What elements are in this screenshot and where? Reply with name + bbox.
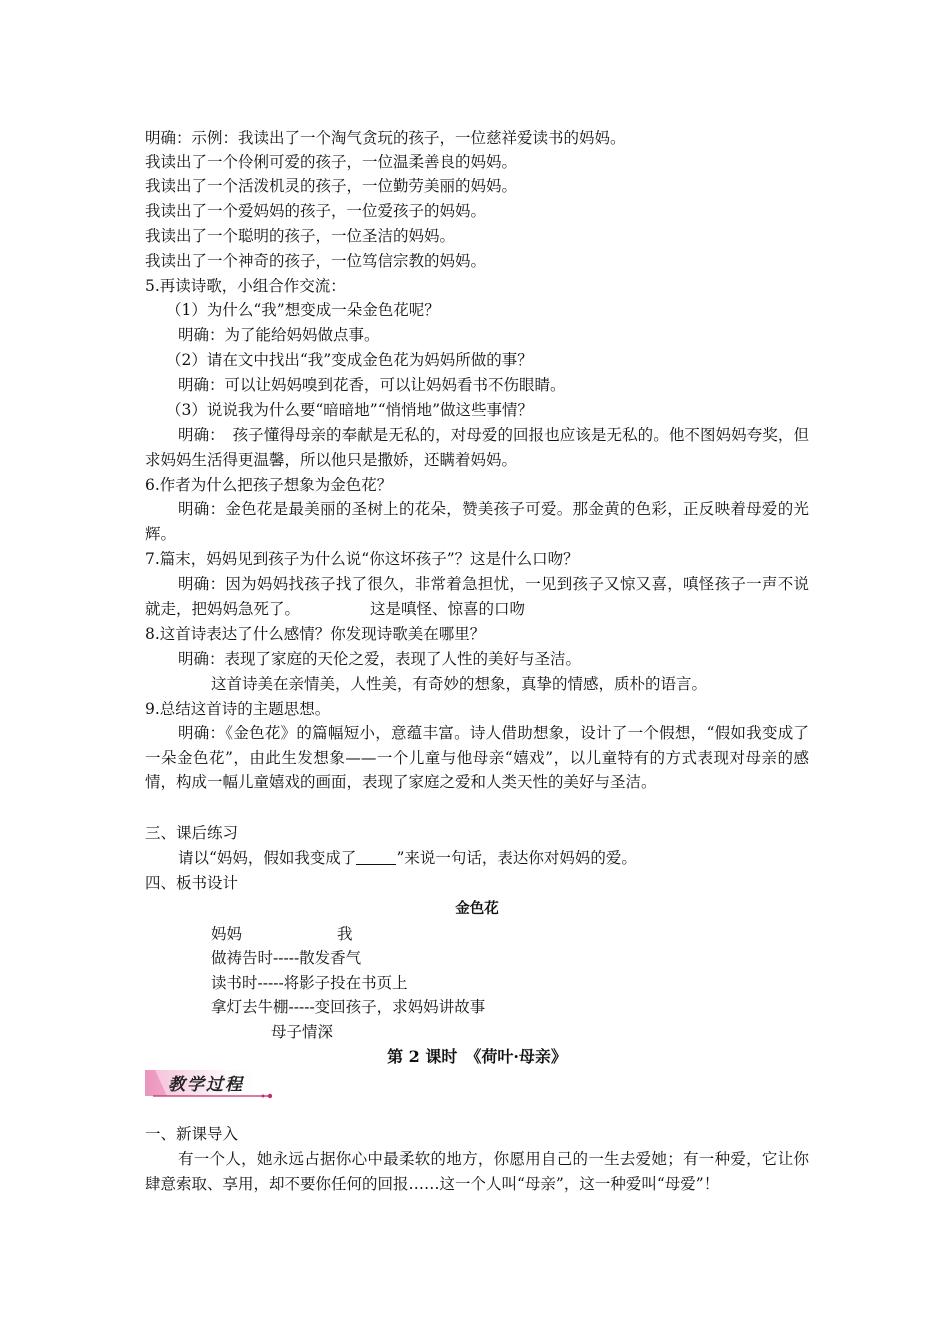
- lesson-2-title: 第 2 课时 《荷叶·母亲》: [387, 1047, 567, 1066]
- answer-5-3: 明确： 孩子懂得母亲的奉献是无私的，对母爱的回报也应该是无私的。他不图妈妈夸奖，但求妈妈生活得更温馨，所以他只是撒娇，还瞒着妈妈。: [145, 426, 809, 469]
- intro-paragraph: 有一个人，她永远占据你心中最柔软的地方，你愿用自己的一生去爱她；有一种爱，它让你肆意索取、享用，却不要你任何的回报……这一个人叫“母亲”，这一种爱叫“母爱”！: [145, 1150, 809, 1193]
- question-9: 9.总结这首诗的主题思想。: [145, 700, 331, 718]
- question-5-2: （2）请在文中找出“我”变成金色花为妈妈所做的事？: [166, 351, 533, 369]
- exercise-line: [178, 846, 637, 870]
- answer-5-2: 明确：可以让妈妈嗅到花香，可以让妈妈看书不伤眼睛。: [178, 376, 566, 394]
- board-summary: 母子情深: [271, 1023, 334, 1041]
- exercise-text-after: ”来说一句话，表达你对妈妈的爱。: [396, 849, 637, 867]
- answer-example-line-3: 我读出了一个活泼机灵的孩子，一位勤劳美丽的妈妈。: [145, 177, 518, 195]
- answer-7: [145, 572, 809, 621]
- board-col-me: 我: [337, 925, 353, 943]
- exercise-text-before: 请以“妈妈，假如我变成了: [178, 849, 357, 867]
- answer-5-1: 明确：为了能给妈妈做点事。: [178, 326, 380, 344]
- answer-example-line-6: 我读出了一个神奇的孩子，一位笃信宗教的妈妈。: [145, 252, 487, 270]
- question-7: 7.篇末，妈妈见到孩子为什么说“你这坏孩子”？这是什么口吻？: [145, 550, 579, 568]
- answer-8-line-1: 明确：表现了家庭的天伦之爱，表现了人性的美好与圣洁。: [178, 650, 582, 668]
- answer-example-line-5: 我读出了一个聪明的孩子，一位圣洁的妈妈。: [145, 227, 456, 245]
- answer-7-text: 明确：因为妈妈找孩子找了很久，非常着急担忧，一见到孩子又惊又喜，嗔怪孩子一声不说就走，把妈妈急死了。: [145, 575, 809, 618]
- board-row-3: 拿灯去牛棚-----变回孩子，求妈妈讲故事: [211, 998, 486, 1016]
- banner-dot-small: [262, 1095, 265, 1098]
- board-row-1: 做祷告时-----散发香气: [211, 949, 362, 967]
- section-4-heading: 四、板书设计: [145, 874, 239, 892]
- question-5-3: （3）说说我为什么要“暗暗地”“悄悄地”做这些事情？: [166, 401, 534, 419]
- answer-example-line-2: 我读出了一个伶俐可爱的孩子，一位温柔善良的妈妈。: [145, 153, 518, 171]
- banner-dot: [268, 1094, 272, 1098]
- board-row-2: 读书时-----将影子投在书页上: [211, 974, 408, 992]
- exercise-blank[interactable]: [356, 848, 396, 865]
- answer-8-line-2: 这首诗美在亲情美，人性美，有奇妙的想象，真挚的情感，质朴的语言。: [211, 675, 708, 693]
- answer-example-line-4: 我读出了一个爱妈妈的孩子，一位爱孩子的妈妈。: [145, 202, 487, 220]
- answer-example-line-1: 明确：示例：我读出了一个淘气贪玩的孩子，一位慈祥爱读书的妈妈。: [145, 129, 626, 147]
- question-8: 8.这首诗表达了什么感情？你发现诗歌美在哪里？: [145, 625, 486, 643]
- question-5-1: （1）为什么“我”想变成一朵金色花呢？: [166, 301, 440, 319]
- section-1-heading: 一、新课导入: [145, 1125, 239, 1143]
- banner-label: 教学过程: [168, 1075, 244, 1095]
- board-col-mom: 妈妈: [211, 925, 243, 943]
- answer-7-tone: 这是嗔怪、惊喜的口吻: [370, 599, 526, 618]
- section-3-heading: 三、课后练习: [145, 824, 239, 842]
- question-6: 6.作者为什么把孩子想象为金色花？: [145, 476, 393, 494]
- question-5: 5.再读诗歌，小组合作交流：: [145, 277, 346, 295]
- answer-6: 明确：金色花是最美丽的圣树上的花朵，赞美孩子可爱。那金黄的色彩，正反映着母爱的光辉。: [145, 500, 809, 543]
- answer-9: 明确：《金色花》的篇幅短小，意蕴丰富。诗人借助想象，设计了一个假想，“假如我变成了一朵金色花”，由此生发想象——一个儿童与他母亲“嬉戏”，以儿童特有的方式表现对母亲的感情，构成一幅儿童嬉戏的画面，表现了家庭之爱和人类天性的美好与圣洁。: [145, 724, 809, 791]
- board-title: 金色花: [455, 901, 499, 917]
